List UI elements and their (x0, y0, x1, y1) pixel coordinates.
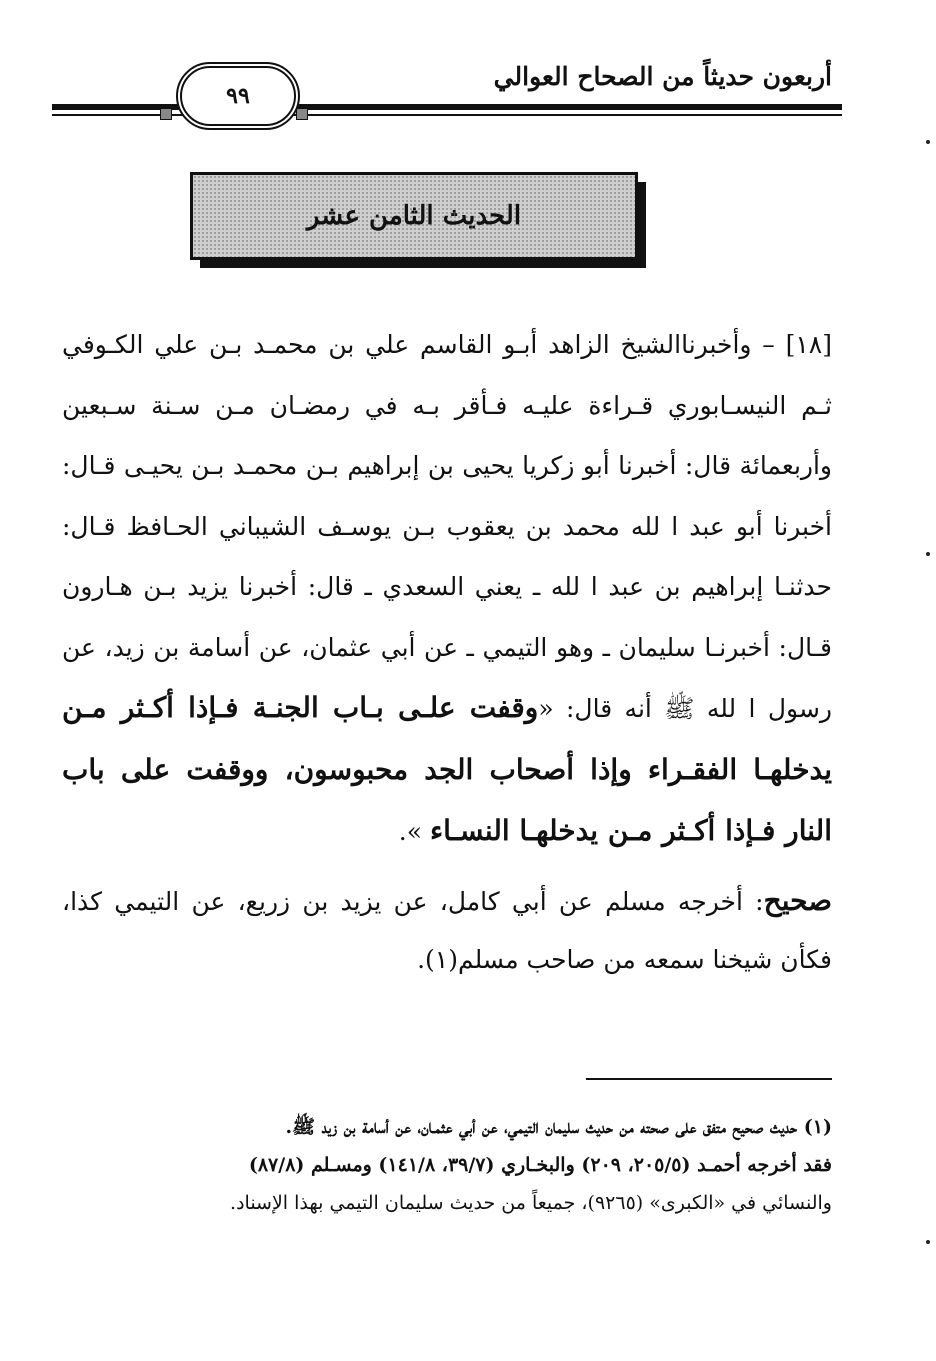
footnote-separator (586, 1078, 832, 1080)
book-title: أربعون حديثاً من الصحاح العوالي (493, 62, 832, 91)
scan-mark (926, 140, 930, 144)
scan-mark (926, 1240, 930, 1244)
verdict-text: : أخرجه مسلم عن أبي كامل، عن يزيد بن زريع، عن التيمي كذا، فكأن شيخنا سمعه من صاحب مسلم(١). (62, 887, 832, 974)
footnote-1-nasai: والنسائي في «الكبرى» (٩٢٦٥)، جميعاً من حديث سليمان التيمي بهذا الإسناد. (230, 1192, 832, 1214)
hadith-matn: وقفت علـى بـاب الجنـة فـإذا أكـثر مـن يدخلهـا الفقـراء وإذا أصحاب الجد محبوسون، ووقفت على باب النار فـإذا أكـثر مـن يدخلهـا النسـاء (62, 691, 832, 847)
section-title: الحديث الثامن عشر (306, 201, 522, 231)
page-number-badge (176, 62, 300, 130)
hadith-isnad: – وأخبرناالشيخ الزاهد أبـو القاسم علي بن محمـد بـن علي الكـوفي ثـم النيسـابوري قـراءة عليـه فـأقر بـه في رمضـان مـن سـنة سـبعين وأربعمائة قال: أخبرنا أبو زكريا يحيى بن إبراهيم بـن محمـد بـن يحيـى قـال: أخبرنا أبو عبد ا لله محمد بن يعقوب بـن يوسـف الشيباني الحـافظ قـال: حدثنـا إبراهيم بن عبد ا لله ـ يعني السعدي ـ قال: أخبرنا يزيد بـن هـارون قـال: أخبرنـا سليمان ـ وهو التيمي ـ عن أبي عثمان، عن أسامة بن زيد، عن رسول ا لله ﷺ أنه قال: « (62, 330, 832, 723)
verdict-label: صحيح (763, 884, 832, 917)
section-title-box (190, 172, 638, 260)
footnote-1-sources: فقد أخرجه أحمـد (٢٠٥/٥، ٢٠٩) والبخـاري (٣٩/٧، ١٤١/٨) ومسـلم (٨٧/٨) (248, 1154, 832, 1176)
footnotes (62, 1108, 832, 1222)
hadith-closing: ». (398, 817, 423, 846)
hadith-text (62, 315, 832, 863)
ornament-right (296, 108, 308, 120)
hadith-number: [١٨] (785, 330, 832, 359)
footnote-1: (١) حديث صحيح متفق على صحته من حديث سليمان التيمي، عن أبي عثمـان، عن أسامة بن زيد ﷺ. (285, 1116, 832, 1138)
hadith-verdict (62, 872, 832, 989)
page-number: ٩٩ (226, 83, 250, 109)
ornament-left (160, 108, 172, 120)
scan-mark (926, 552, 930, 556)
